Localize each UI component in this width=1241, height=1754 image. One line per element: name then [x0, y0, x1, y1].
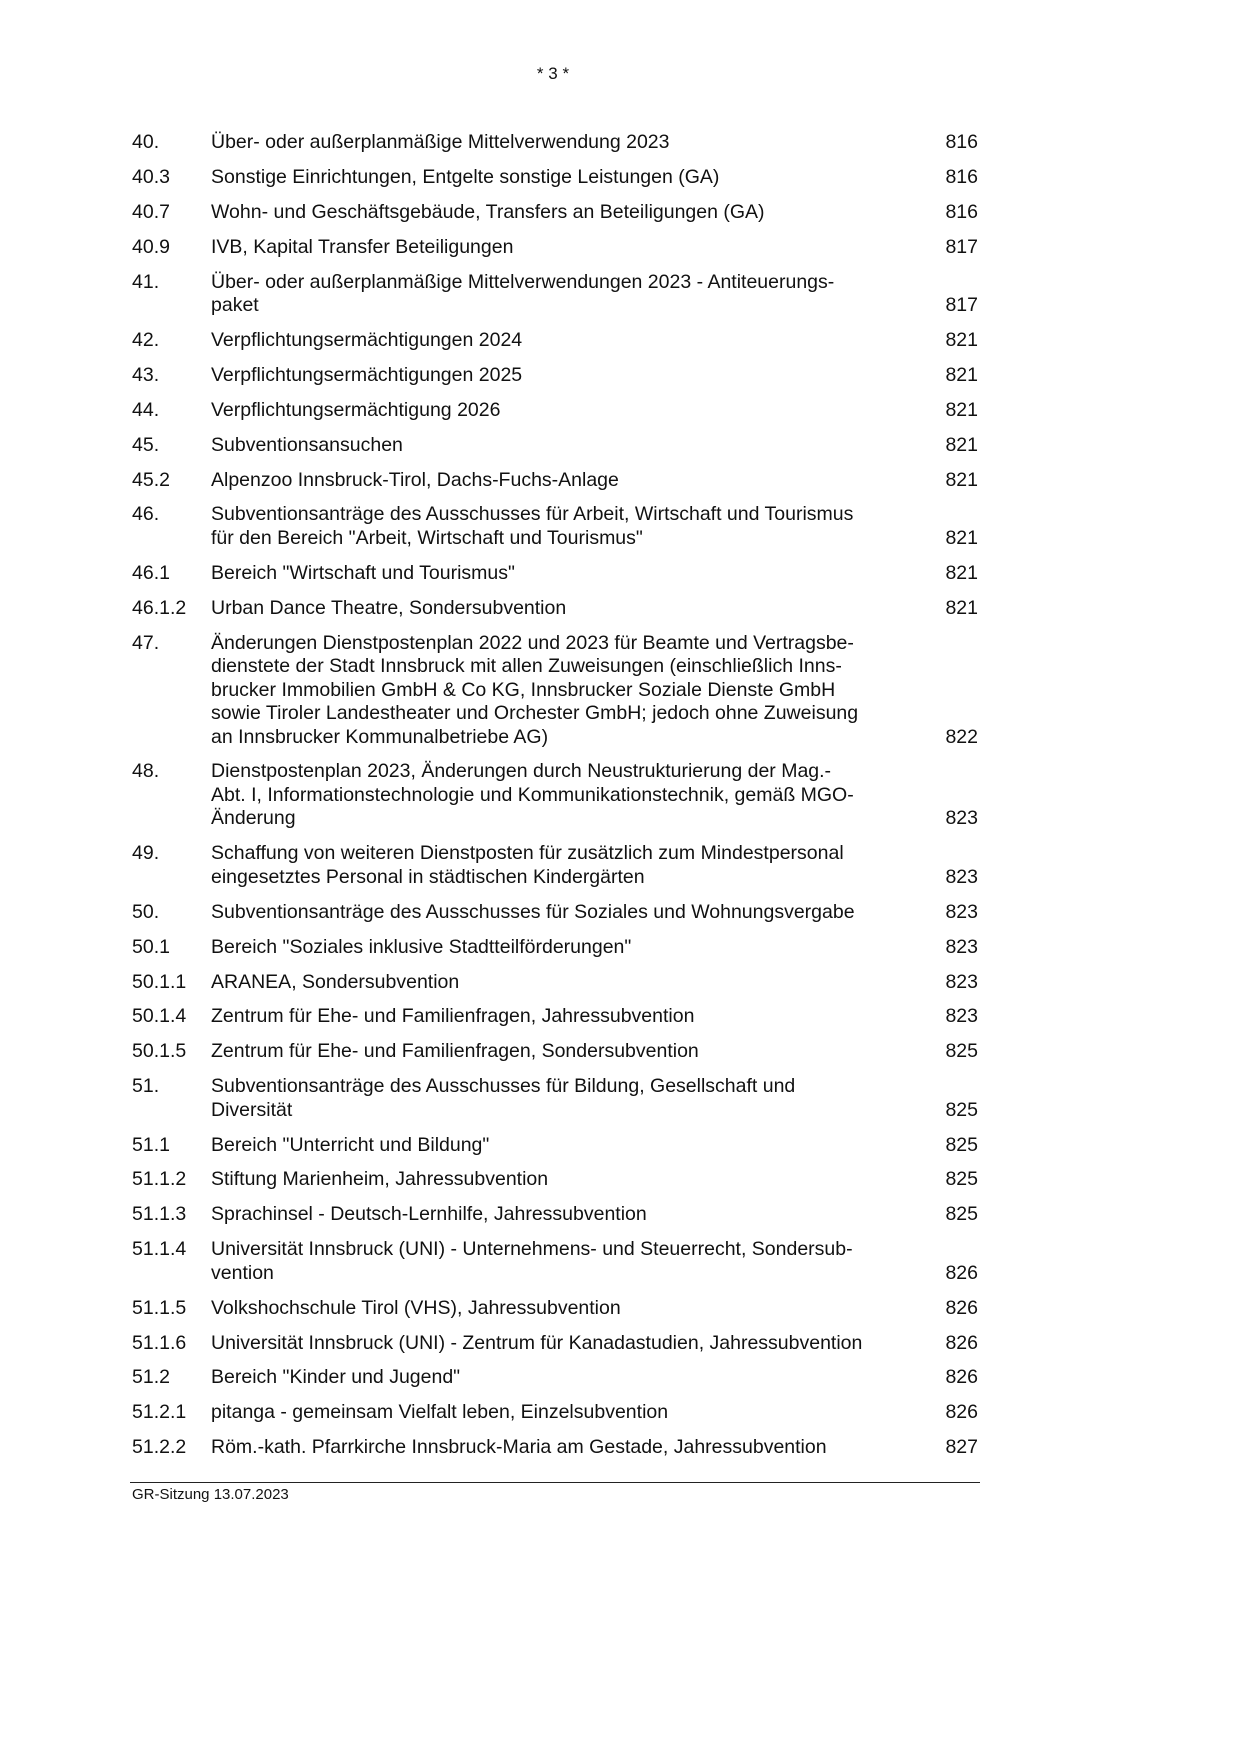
entry-page: 821	[945, 363, 978, 386]
entry-number: 51.1.6	[132, 1331, 187, 1354]
entry-page: 823	[945, 900, 978, 923]
toc-entry	[132, 236, 978, 271]
entry-number: 45.2	[132, 468, 170, 491]
entry-page: 821	[945, 328, 978, 351]
entry-number: 51.1.2	[132, 1168, 187, 1191]
entry-page: 826	[945, 1296, 978, 1319]
entry-number: 49.	[132, 842, 160, 865]
entry-number: 50.	[132, 900, 160, 923]
entry-number: 40.3	[132, 165, 170, 188]
entry-page: 821	[945, 433, 978, 456]
entry-page: 825	[945, 1203, 978, 1226]
toc-entry	[132, 1134, 978, 1169]
toc-entry	[132, 1005, 978, 1040]
toc-entry	[132, 1168, 978, 1203]
table-of-contents	[132, 131, 978, 1471]
toc-entry	[132, 503, 978, 561]
entry-number: 46.1	[132, 561, 170, 584]
entry-page: 821	[945, 468, 978, 491]
toc-entry	[132, 901, 978, 936]
entry-title: Universität Innsbruck (UNI) - Zentrum für Kanadastudien, Jahressubvention	[211, 1331, 863, 1354]
entry-number: 51.2.1	[132, 1401, 187, 1424]
entry-number: 48.	[132, 760, 160, 783]
entry-title: Urban Dance Theatre, Sondersubvention	[211, 596, 567, 619]
entry-page: 821	[945, 398, 978, 421]
toc-entry	[132, 1401, 978, 1436]
entry-page: 821	[945, 526, 978, 549]
toc-entry	[132, 399, 978, 434]
entry-title: Röm.-kath. Pfarrkirche Innsbruck-Maria am Gestade, Jahressubvention	[211, 1436, 827, 1459]
entry-title: Sprachinsel - Deutsch-Lernhilfe, Jahressubvention	[211, 1203, 647, 1226]
entry-number: 51.1.3	[132, 1203, 187, 1226]
entry-page: 825	[945, 1098, 978, 1121]
entry-title: Zentrum für Ehe- und Familienfragen, Sondersubvention	[211, 1040, 699, 1063]
toc-entry	[132, 166, 978, 201]
entry-page: 816	[945, 200, 978, 223]
entry-title: Bereich "Soziales inklusive Stadtteilförderungen"	[211, 935, 632, 958]
toc-entry	[132, 1203, 978, 1238]
entry-title: Bereich "Unterricht und Bildung"	[211, 1133, 490, 1156]
footer-text: GR-Sitzung 13.07.2023	[132, 1486, 289, 1503]
entry-page: 823	[945, 807, 978, 830]
entry-page: 823	[945, 1005, 978, 1028]
entry-page: 826	[945, 1331, 978, 1354]
entry-title: Dienstpostenplan 2023, Änderungen durch Neustrukturierung der Mag.- Abt. I, Informationstechnologie und Kommunikationstechnik, gemäß MGO- Änderung	[211, 760, 854, 830]
entry-page: 825	[945, 1133, 978, 1156]
entry-number: 43.	[132, 363, 160, 386]
entry-number: 50.1.5	[132, 1040, 187, 1063]
toc-entry	[132, 1075, 978, 1133]
entry-title: Wohn- und Geschäftsgebäude, Transfers an Beteiligungen (GA)	[211, 200, 765, 223]
entry-title: Über- oder außerplanmäßige Mittelverwendung 2023	[211, 131, 670, 153]
entry-title: Universität Innsbruck (UNI) - Unternehmens- und Steuerrecht, Sondersub- vention	[211, 1238, 853, 1284]
entry-number: 40.9	[132, 235, 170, 258]
entry-page: 821	[945, 561, 978, 584]
entry-number: 51.1	[132, 1133, 170, 1156]
entry-title: Subventionsanträge des Ausschusses für Bildung, Gesellschaft und Diversität	[211, 1075, 796, 1121]
entry-title: Bereich "Kinder und Jugend"	[211, 1366, 461, 1389]
toc-entry	[132, 271, 978, 329]
toc-entry	[132, 469, 978, 504]
entry-number: 40.	[132, 131, 160, 153]
entry-number: 42.	[132, 328, 160, 351]
toc-entry	[132, 201, 978, 236]
entry-title: Subventionsanträge des Ausschusses für Soziales und Wohnungsvergabe	[211, 900, 855, 923]
entry-title: IVB, Kapital Transfer Beteiligungen	[211, 235, 514, 258]
toc-entry	[132, 364, 978, 399]
entry-title: Bereich "Wirtschaft und Tourismus"	[211, 561, 515, 584]
entry-number: 51.1.5	[132, 1296, 187, 1319]
entry-title: Stiftung Marienheim, Jahressubvention	[211, 1168, 549, 1191]
entry-page: 826	[945, 1366, 978, 1389]
entry-number: 50.1.4	[132, 1005, 187, 1028]
toc-entry	[132, 329, 978, 364]
toc-entry	[132, 936, 978, 971]
entry-page: 823	[945, 865, 978, 888]
entry-number: 51.	[132, 1075, 160, 1098]
entry-number: 41.	[132, 270, 160, 293]
entry-page: 816	[945, 131, 978, 153]
entry-page: 821	[945, 596, 978, 619]
toc-entry	[132, 971, 978, 1006]
entry-number: 51.2.2	[132, 1436, 187, 1459]
entry-number: 50.1.1	[132, 970, 187, 993]
entry-number: 51.2	[132, 1366, 170, 1389]
toc-entry	[132, 1238, 978, 1296]
toc-entry	[132, 1332, 978, 1367]
entry-title: Änderungen Dienstpostenplan 2022 und 2023 für Beamte und Vertragsbe- dienstete der Stadt Innsbruck mit allen Zuweisungen (einschließlich Inns- brucker Immobilien GmbH & Co KG, Innsbrucker Soziale Dienste GmbH sowie Tiroler Landestheater und Orchester GmbH; jedoch ohne Zuweisung an Innsbrucker Kommunalbetriebe AG)	[211, 631, 859, 748]
toc-entry	[132, 562, 978, 597]
entry-page: 823	[945, 935, 978, 958]
entry-page: 826	[945, 1401, 978, 1424]
entry-title: Über- oder außerplanmäßige Mittelverwendungen 2023 - Antiteuerungs- paket	[211, 270, 835, 317]
entry-page: 823	[945, 970, 978, 993]
page-number-header: * 3 *	[536, 64, 570, 83]
footer-divider	[130, 1482, 980, 1483]
toc-entry	[132, 1436, 978, 1471]
toc-entry	[132, 131, 978, 166]
entry-title: Volkshochschule Tirol (VHS), Jahressubvention	[211, 1296, 621, 1319]
entry-title: pitanga - gemeinsam Vielfalt leben, Einzelsubvention	[211, 1401, 669, 1424]
entry-page: 816	[945, 165, 978, 188]
entry-title: Verpflichtungsermächtigungen 2024	[211, 328, 523, 351]
entry-number: 40.7	[132, 200, 170, 223]
entry-page: 827	[945, 1436, 978, 1459]
entry-number: 51.1.4	[132, 1238, 187, 1261]
entry-number: 50.1	[132, 935, 170, 958]
entry-page: 825	[945, 1168, 978, 1191]
entry-title: Schaffung von weiteren Dienstposten für zusätzlich zum Mindestpersonal eingesetztes Personal in städtischen Kindergärten	[211, 842, 844, 888]
entry-page: 817	[945, 235, 978, 258]
toc-entry	[132, 434, 978, 469]
toc-entry	[132, 1040, 978, 1075]
toc-entry	[132, 842, 978, 900]
entry-title: Alpenzoo Innsbruck-Tirol, Dachs-Fuchs-Anlage	[211, 468, 619, 491]
toc-entry	[132, 1366, 978, 1401]
entry-number: 46.1.2	[132, 596, 187, 619]
entry-number: 46.	[132, 503, 160, 526]
entry-page: 817	[945, 294, 978, 317]
entry-page: 822	[945, 725, 978, 748]
entry-title: Sonstige Einrichtungen, Entgelte sonstige Leistungen (GA)	[211, 165, 720, 188]
entry-number: 47.	[132, 631, 160, 654]
toc-entry	[132, 632, 978, 761]
entry-title: Verpflichtungsermächtigung 2026	[211, 398, 501, 421]
toc-entry	[132, 597, 978, 632]
entry-title: Subventionsanträge des Ausschusses für Arbeit, Wirtschaft und Tourismus für den Bereich "Arbeit, Wirtschaft und Tourismus"	[211, 503, 854, 549]
entry-page: 826	[945, 1261, 978, 1284]
entry-title: ARANEA, Sondersubvention	[211, 970, 460, 993]
entry-title: Verpflichtungsermächtigungen 2025	[211, 363, 523, 386]
toc-entry	[132, 1297, 978, 1332]
entry-number: 45.	[132, 433, 160, 456]
entry-page: 825	[945, 1040, 978, 1063]
entry-number: 44.	[132, 398, 160, 421]
toc-entry	[132, 760, 978, 842]
entry-title: Subventionsansuchen	[211, 433, 403, 456]
entry-title: Zentrum für Ehe- und Familienfragen, Jahressubvention	[211, 1005, 695, 1028]
